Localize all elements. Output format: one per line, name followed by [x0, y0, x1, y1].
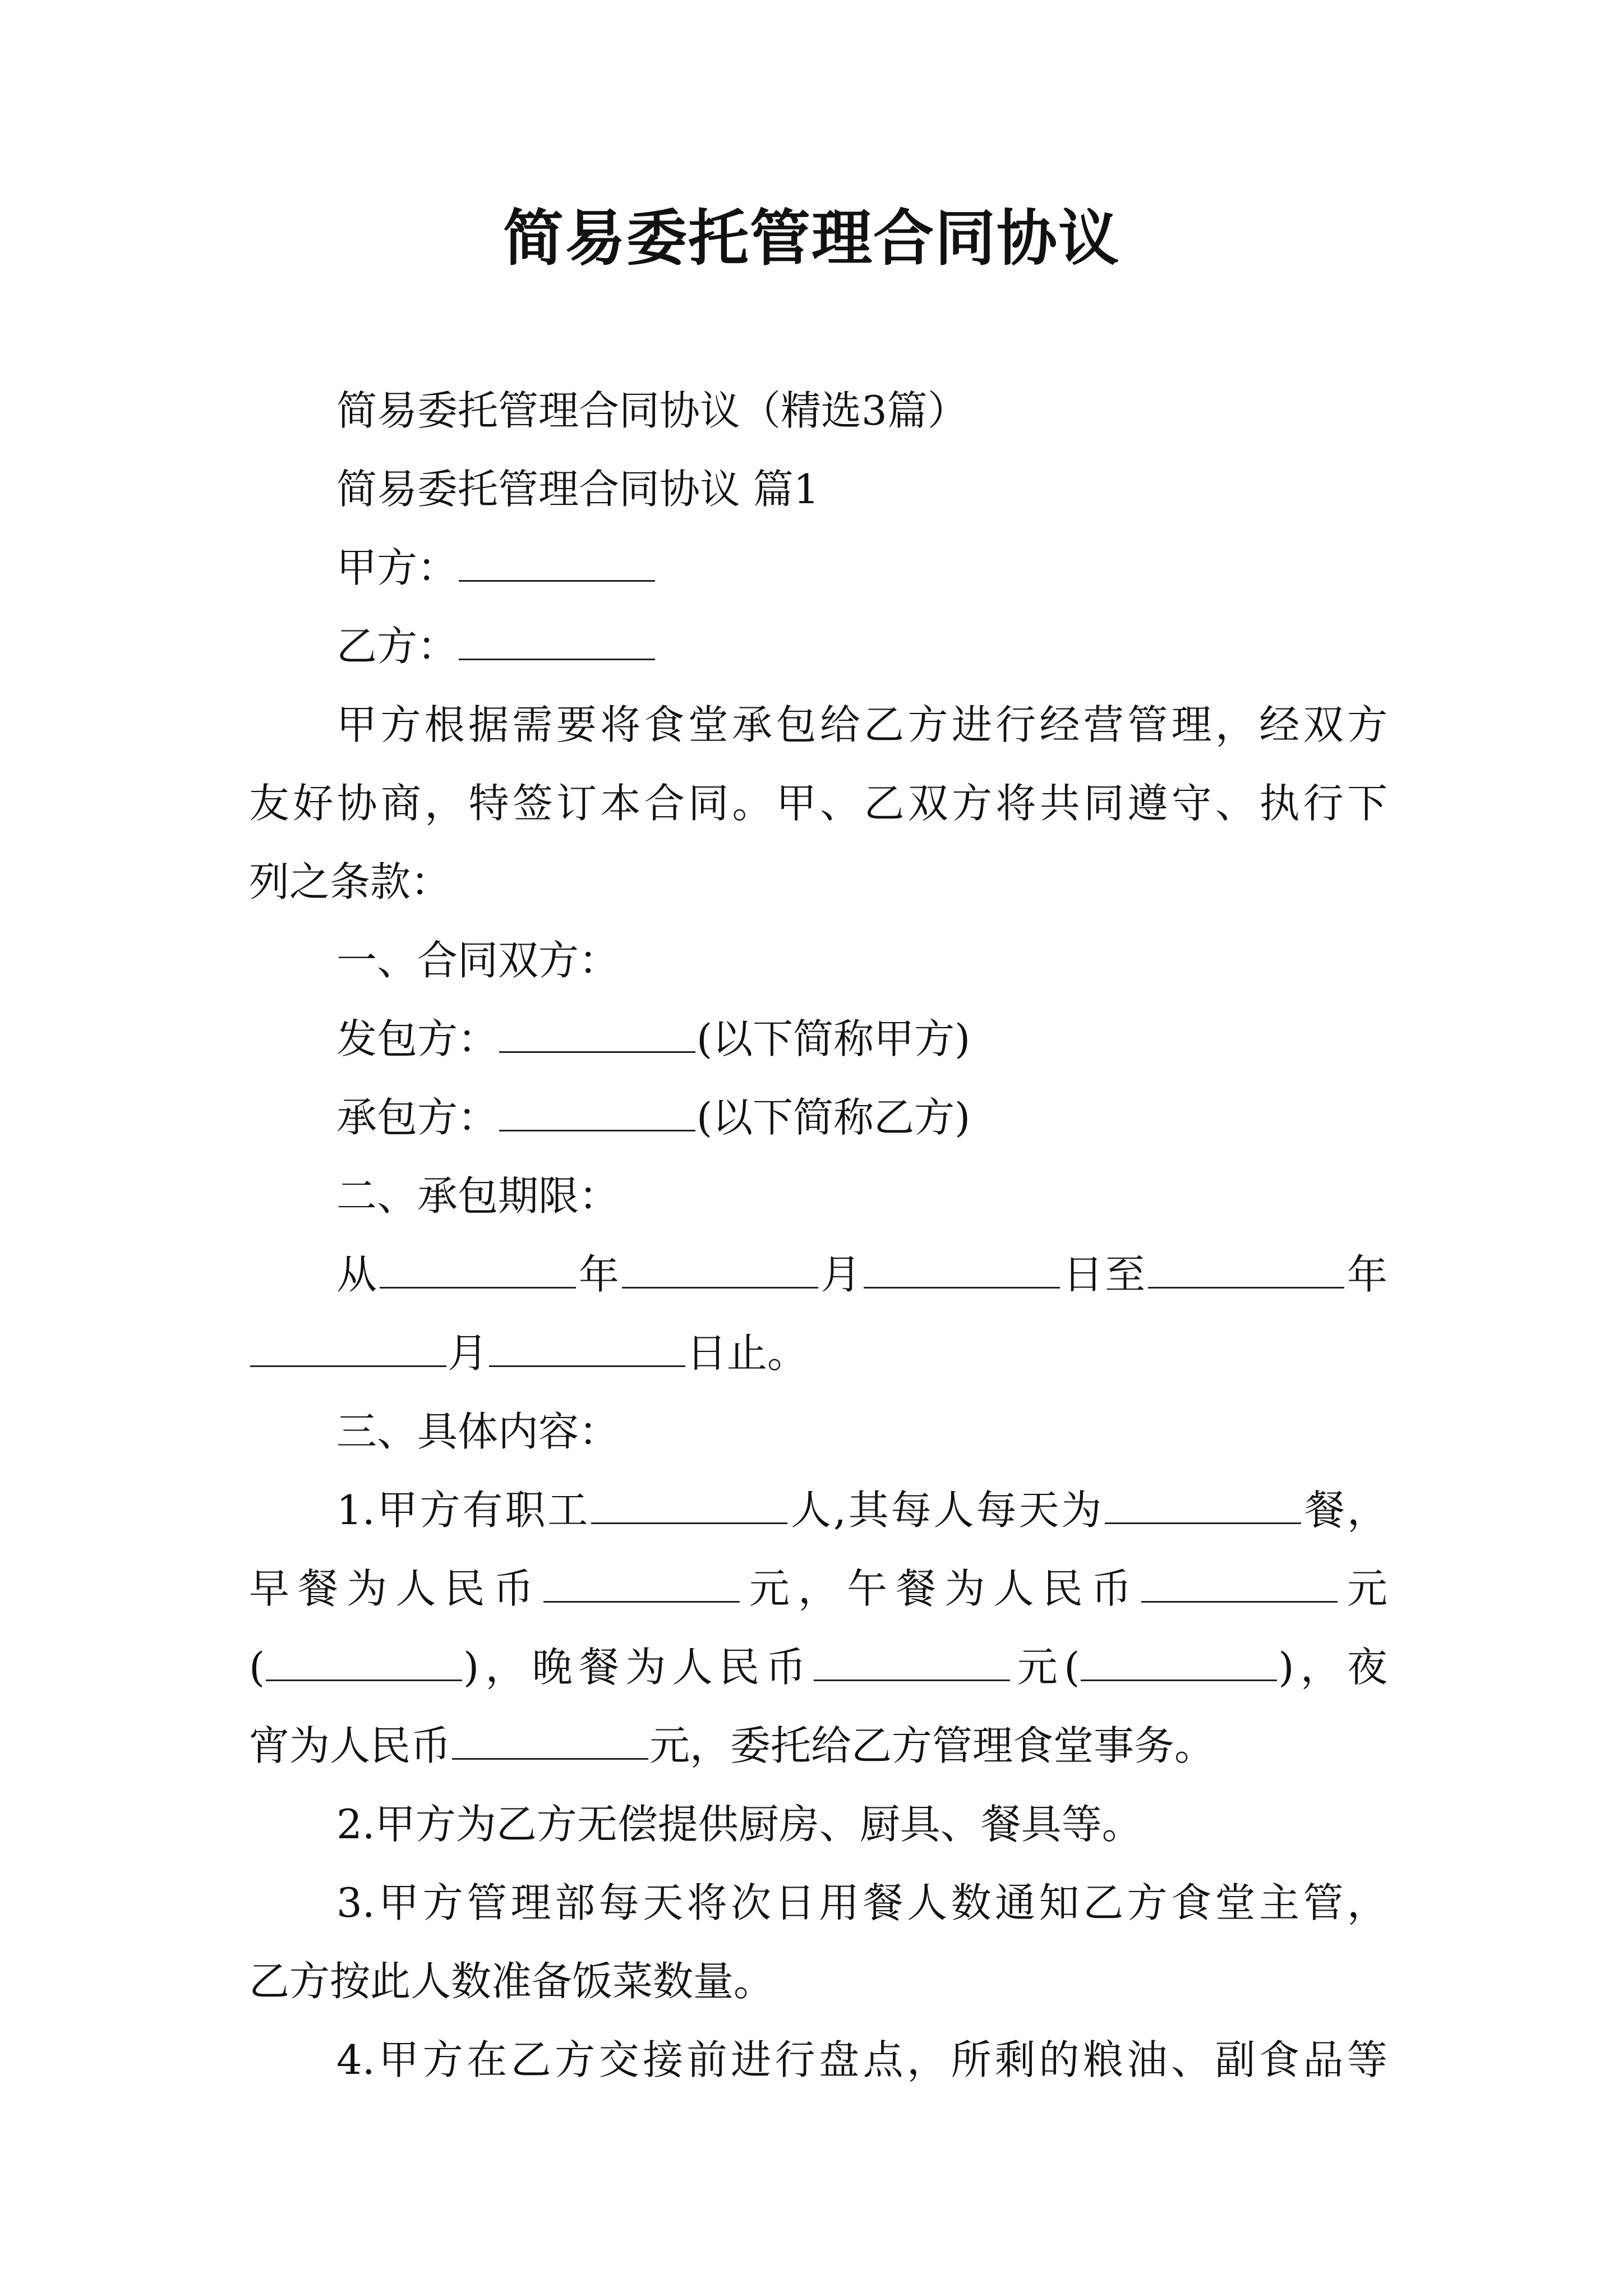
period-text: 从: [336, 1251, 379, 1298]
period-text: 月: [448, 1329, 488, 1377]
clause-heading: 二、承包期限：: [336, 1172, 620, 1220]
clause-text: 餐，: [1302, 1487, 1387, 1534]
clause-text: 元(: [1011, 1644, 1080, 1691]
clause-text: (: [249, 1644, 265, 1691]
clause-heading: 一、合同双方：: [336, 937, 620, 984]
contractee-blank: [499, 1089, 695, 1131]
contractor-note: (以下简称甲方): [697, 1015, 971, 1062]
period-text: 年: [1345, 1251, 1387, 1298]
period-blank: [380, 1246, 576, 1289]
clause-blank: [1141, 1561, 1338, 1603]
clause-heading: 三、具体内容：: [336, 1408, 620, 1455]
document-title: 简易委托管理合同协议: [502, 203, 1120, 274]
clause-text: 元，委托给乙方管理食堂事务。: [649, 1722, 1215, 1769]
period-text: 年: [577, 1251, 621, 1298]
period-line: [249, 1325, 1387, 1381]
clause-line: [249, 1718, 1387, 1774]
clause-text: 宵为人民币: [249, 1722, 451, 1769]
period-blank: [489, 1325, 685, 1367]
clause-text: )，夜: [1278, 1644, 1388, 1691]
clause-blank: [452, 1718, 648, 1760]
period-blank: [622, 1246, 818, 1289]
party-a-blank: [459, 540, 655, 582]
period-blank: [250, 1325, 446, 1367]
paragraph-line: 友好协商，特签订本合同。甲、乙双方将共同遵守、执行下: [249, 780, 1387, 827]
period-blank: [1148, 1246, 1344, 1289]
clause-blank: [1105, 1482, 1301, 1524]
clause-text: 元: [1338, 1565, 1387, 1612]
period-text: 月: [819, 1251, 863, 1298]
clause-text: 1.甲方有职工: [336, 1487, 591, 1534]
subtitle-line: 简易委托管理合同协议（精选3篇）: [336, 387, 968, 434]
contractor-blank: [499, 1011, 695, 1053]
clause-text: 元，午餐为人民币: [740, 1565, 1140, 1612]
contractor-label: 发包方：: [336, 1015, 499, 1062]
party-b-line: [336, 618, 1387, 674]
clause-blank: [591, 1482, 787, 1524]
paragraph-line: 列之条款：: [249, 858, 451, 905]
clause-line: [249, 1639, 1387, 1695]
clause-blank: [543, 1561, 740, 1603]
period-line: [336, 1246, 1387, 1303]
contractor-line: [336, 1011, 1387, 1067]
clause-line: [249, 1561, 1387, 1617]
party-a-line: [336, 540, 1387, 596]
clause-line: [336, 1482, 1387, 1538]
clause-blank: [814, 1639, 1010, 1681]
party-b-blank: [459, 618, 655, 660]
clause-line: 2.甲方为乙方无偿提供厨房、厨具、餐具等。: [336, 1801, 1142, 1848]
period-blank: [864, 1246, 1060, 1289]
contractee-label: 承包方：: [336, 1094, 499, 1141]
contractee-line: [336, 1089, 1387, 1145]
paragraph-line: 甲方根据需要将食堂承包给乙方进行经营管理，经双方: [336, 701, 1387, 748]
period-text: 日至: [1061, 1251, 1147, 1298]
clause-blank: [1081, 1639, 1277, 1681]
party-a-label: 甲方：: [336, 544, 458, 591]
clause-text: 人,其每人每天为: [789, 1487, 1104, 1534]
clause-line: 4.甲方在乙方交接前进行盘点，所剩的粮油、副食品等: [336, 2036, 1387, 2083]
clause-line: 乙方按此人数准备饭菜数量。: [249, 1958, 774, 2005]
clause-text: 早餐为人民币: [249, 1565, 542, 1612]
contractee-note: (以下简称乙方): [697, 1094, 971, 1141]
party-b-label: 乙方：: [336, 623, 458, 670]
clause-text: )，晚餐为人民币: [463, 1644, 813, 1691]
period-text: 日止。: [686, 1329, 808, 1377]
clause-line: 3.甲方管理部每天将次日用餐人数通知乙方食堂主管，: [336, 1879, 1387, 1926]
clause-blank: [266, 1639, 462, 1681]
section-heading: 简易委托管理合同协议 篇1: [336, 466, 819, 513]
